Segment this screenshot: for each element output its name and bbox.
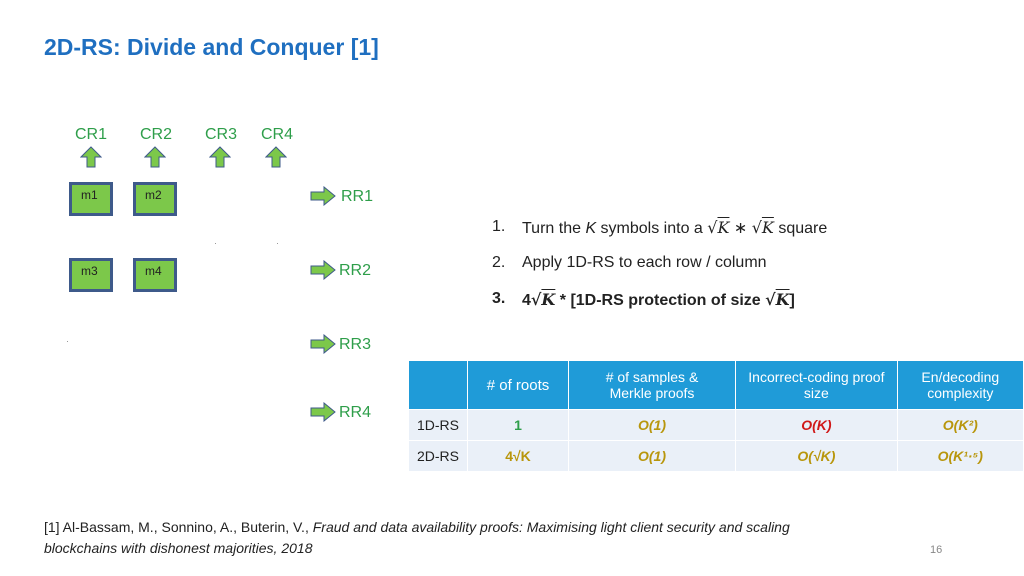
table-cell-samples: O(1) (568, 410, 735, 441)
table-row (409, 441, 1024, 472)
table-header-roots: # of roots (468, 361, 569, 410)
slide-title: 2D-RS: Divide and Conquer [1] (44, 34, 379, 60)
cell-m2: m2 (133, 182, 177, 216)
table-cell-samples: O(1) (568, 441, 735, 472)
table-row-label: 2D-RS (409, 441, 468, 472)
column-label-cr4: CR4 (261, 126, 294, 143)
column-label-cr1: CR1 (75, 126, 108, 143)
row-label-rr3: RR3 (339, 336, 372, 353)
right-arrow-icon (310, 402, 336, 422)
row-label-rr4: RR4 (339, 404, 372, 421)
grid-dot (277, 243, 278, 244)
steps-list (492, 218, 827, 326)
cell-m4: m4 (133, 258, 177, 292)
right-arrow-icon (310, 334, 336, 354)
step-3: 3. 4√K * [1D-RS protection of size √K] (492, 290, 795, 309)
table-cell-roots: 4√K (468, 441, 569, 472)
grid-dot (215, 243, 216, 244)
up-arrow-icon (209, 146, 231, 168)
table-row (409, 410, 1024, 441)
grid-dot (67, 341, 68, 342)
right-arrow-icon (310, 260, 336, 280)
table-header-row (409, 361, 1024, 410)
table-header-complexity: En/decoding complexity (897, 361, 1023, 410)
cell-m3: m3 (69, 258, 113, 292)
page-number: 16 (930, 544, 943, 556)
cell-m1: m1 (69, 182, 113, 216)
column-label-cr2: CR2 (140, 126, 173, 143)
table-cell-proof-size: O(√K) (736, 441, 897, 472)
row-label-rr1: RR1 (341, 188, 374, 205)
up-arrow-icon (144, 146, 166, 168)
table-header-empty (409, 361, 468, 410)
table-header-proof-size: Incorrect-coding proof size (736, 361, 897, 410)
table-cell-roots: 1 (468, 410, 569, 441)
up-arrow-icon (80, 146, 102, 168)
table-cell-complexity: O(K²) (897, 410, 1023, 441)
footnote-citation: [1] Al-Bassam, M., Sonnino, A., Buterin, V., Fraud and data availability proofs: Maximising light client security and scaling blockchains with dishonest majorities, 2018 (44, 519, 790, 556)
table-cell-complexity: O(K¹·⁵) (897, 441, 1023, 472)
row-label-rr2: RR2 (339, 262, 372, 279)
step-2: 2. Apply 1D-RS to each row / column (492, 254, 767, 271)
up-arrow-icon (265, 146, 287, 168)
table-header-samples: # of samples & Merkle proofs (568, 361, 735, 410)
column-label-cr3: CR3 (205, 126, 238, 143)
table-cell-proof-size: O(K) (736, 410, 897, 441)
step-1: 1. Turn the K symbols into a √K ∗ √K square (492, 218, 828, 237)
right-arrow-icon (310, 186, 336, 206)
comparison-table (408, 360, 1024, 472)
table-row-label: 1D-RS (409, 410, 468, 441)
